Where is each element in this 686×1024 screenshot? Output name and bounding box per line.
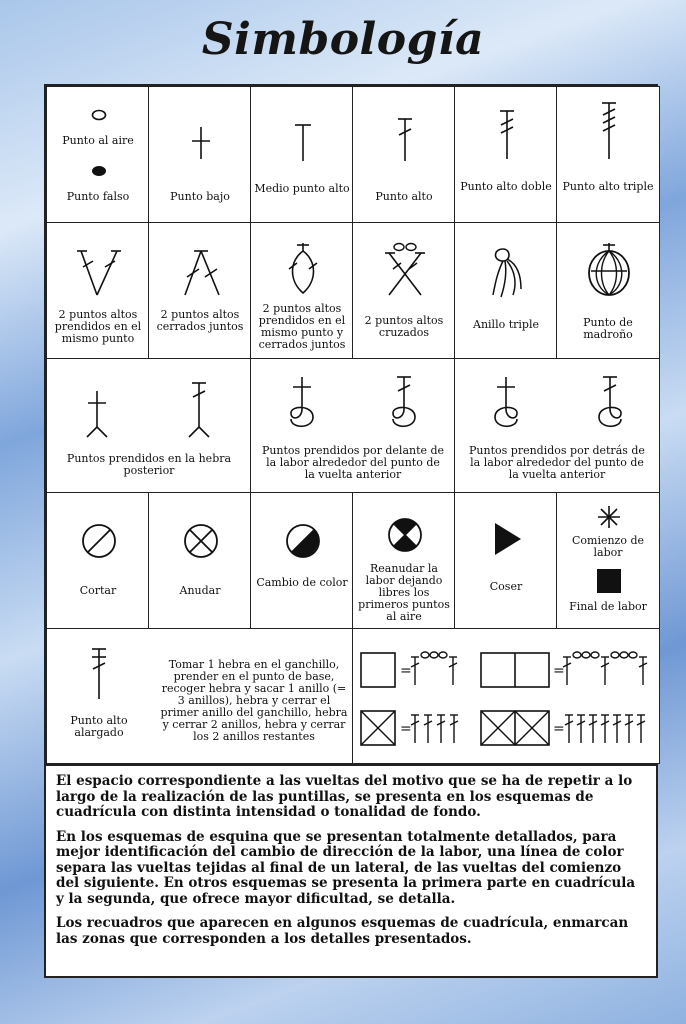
cell-2-altos-cerrados	[148, 222, 252, 360]
label-2-altos-cerrados: 2 puntos altos cerrados juntos	[156, 308, 244, 333]
cell-por-delante	[250, 358, 456, 494]
label-por-detras: Puntos prendidos por detrás de la labor alrededor del punto de la vuelta anterior	[469, 444, 645, 481]
label-2-altos-mismo-cerrados: 2 puntos altos prendidos en el mismo punto y cerrados juntos	[258, 302, 346, 351]
decrease-stitch-icon	[179, 247, 223, 299]
cell-punto-madrono	[556, 222, 660, 360]
explanatory-text	[44, 764, 658, 978]
front-post-single-icon	[287, 375, 317, 431]
cell-anudar	[148, 492, 252, 630]
cell-2-altos-mismo-punto	[46, 222, 150, 360]
cut-icon	[81, 523, 117, 559]
v-stitch-icon	[77, 247, 121, 299]
label-final-labor: Final de labor	[569, 600, 647, 613]
label-reanudar: Reanudar la labor dejando libres los primeros puntos al aire	[358, 562, 450, 623]
single-crochet-icon	[189, 125, 213, 161]
start-asterisk-icon	[597, 505, 621, 529]
svg-text:=: =	[400, 721, 412, 737]
cell-2-altos-cruzados	[352, 222, 456, 360]
cell-medio-punto-alto	[250, 86, 354, 224]
label-punto-alto-doble: Punto alto doble	[460, 180, 552, 193]
back-loop-single-icon	[85, 387, 109, 439]
label-punto-al-aire: Punto al aire	[62, 134, 134, 147]
label-2-altos-cruzados: 2 puntos altos cruzados	[364, 314, 444, 339]
cell-punto-alto-doble	[454, 86, 558, 224]
paragraph-1: El espacio correspondiente a las vueltas del motivo que se ha de repetir a lo largo de la realización de las puntillas, se presenta en los esquemas de cuadrícula con distinta intensidad o tonalidad de fondo.	[56, 773, 633, 820]
cell-comienzo-final	[556, 492, 660, 630]
cell-anillo-triple	[454, 222, 558, 360]
slip-stitch-dot-icon	[91, 165, 107, 177]
svg-text:=: =	[553, 721, 565, 737]
symbol-table	[44, 84, 658, 764]
label-cortar: Cortar	[79, 584, 117, 597]
label-anillo-triple: Anillo triple	[473, 318, 539, 331]
cell-hebra-posterior	[46, 358, 252, 494]
color-change-icon	[285, 523, 321, 559]
label-cambio-color: Cambio de color	[256, 576, 348, 589]
cell-punto-al-aire	[46, 86, 150, 224]
cell-reanudar	[352, 492, 456, 630]
desc-punto-alargado: Tomar 1 hebra en el ganchillo, prender en el punto de base, recoger hebra y sacar 1 anillo (= 3 anillos), hebra y cerrar el primer anillo del ganchillo, hebra y cerrar 2 anillos, hebra y cerrar los 2 anillos restantes	[160, 658, 348, 743]
cell-cambio-color	[250, 492, 354, 630]
label-punto-alargado: Punto alto alargado	[70, 714, 128, 739]
label-punto-falso: Punto falso	[66, 190, 130, 203]
cell-cortar	[46, 492, 150, 630]
cell-punto-bajo	[148, 86, 252, 224]
label-punto-madrono: Punto de madroño	[583, 316, 633, 341]
treble-crochet-icon	[495, 109, 519, 161]
label-anudar: Anudar	[179, 584, 221, 597]
sew-triangle-icon	[493, 521, 523, 557]
paragraph-3: Los recuadros que aparecen en algunos esquemas de cuadrícula, enmarcan las zonas que corresponden a los detalles presentados.	[56, 915, 629, 947]
knot-icon	[183, 523, 219, 559]
page-title: Simbología	[201, 14, 485, 65]
grid-equivalence-diagram	[353, 629, 661, 765]
label-coser: Coser	[489, 580, 523, 593]
cell-grid-equivalences	[352, 628, 660, 764]
cell-punto-alto	[352, 86, 456, 224]
crossed-stitch-icon	[383, 241, 427, 299]
resume-work-icon	[387, 517, 423, 553]
bobble-stitch-icon	[585, 241, 633, 299]
label-punto-alto-triple: Punto alto triple	[562, 180, 654, 193]
cell-2-altos-mismo-cerrados	[250, 222, 354, 360]
puff-stitch-icon	[285, 241, 321, 297]
cell-punto-alargado	[46, 628, 354, 764]
cell-coser	[454, 492, 558, 630]
back-post-single-icon	[491, 375, 521, 431]
cell-por-detras	[454, 358, 660, 494]
label-punto-bajo: Punto bajo	[170, 190, 230, 203]
label-comienzo-labor: Comienzo de labor	[571, 534, 645, 559]
label-por-delante: Puntos prendidos por delante de la labor alrededor del punto de la vuelta anterior	[261, 444, 445, 481]
back-loop-double-icon	[187, 379, 211, 439]
label-medio-punto-alto: Medio punto alto	[254, 182, 350, 195]
triple-loop-icon	[489, 243, 525, 299]
label-2-altos-mismo-punto: 2 puntos altos prendidos en el mismo punto	[54, 308, 142, 345]
front-post-double-icon	[389, 375, 419, 431]
double-crochet-icon	[393, 117, 417, 163]
label-punto-alto: Punto alto	[375, 190, 433, 203]
svg-text:=: =	[553, 663, 565, 679]
back-post-double-icon	[595, 375, 625, 431]
cell-punto-alto-triple	[556, 86, 660, 224]
paragraph-2: En los esquemas de esquina que se presentan totalmente detallados, para mejor identificación del cambio de dirección de la labor, una línea de color separa las vueltas tejidas al final de un lateral, de las vueltas del comienzo del siguiente. En otros esquemas se presenta la primera parte en cuadrícula y la segunda, que ofrece mayor dificultad, se detalla.	[56, 828, 636, 907]
chain-oval-icon	[91, 109, 107, 121]
double-treble-crochet-icon	[597, 101, 621, 161]
elongated-stitch-icon	[87, 647, 111, 701]
label-hebra-posterior: Puntos prendidos en la hebra posterior	[66, 452, 232, 477]
svg-text:=: =	[400, 663, 412, 679]
end-square-icon	[597, 569, 621, 593]
half-double-crochet-icon	[291, 123, 315, 163]
